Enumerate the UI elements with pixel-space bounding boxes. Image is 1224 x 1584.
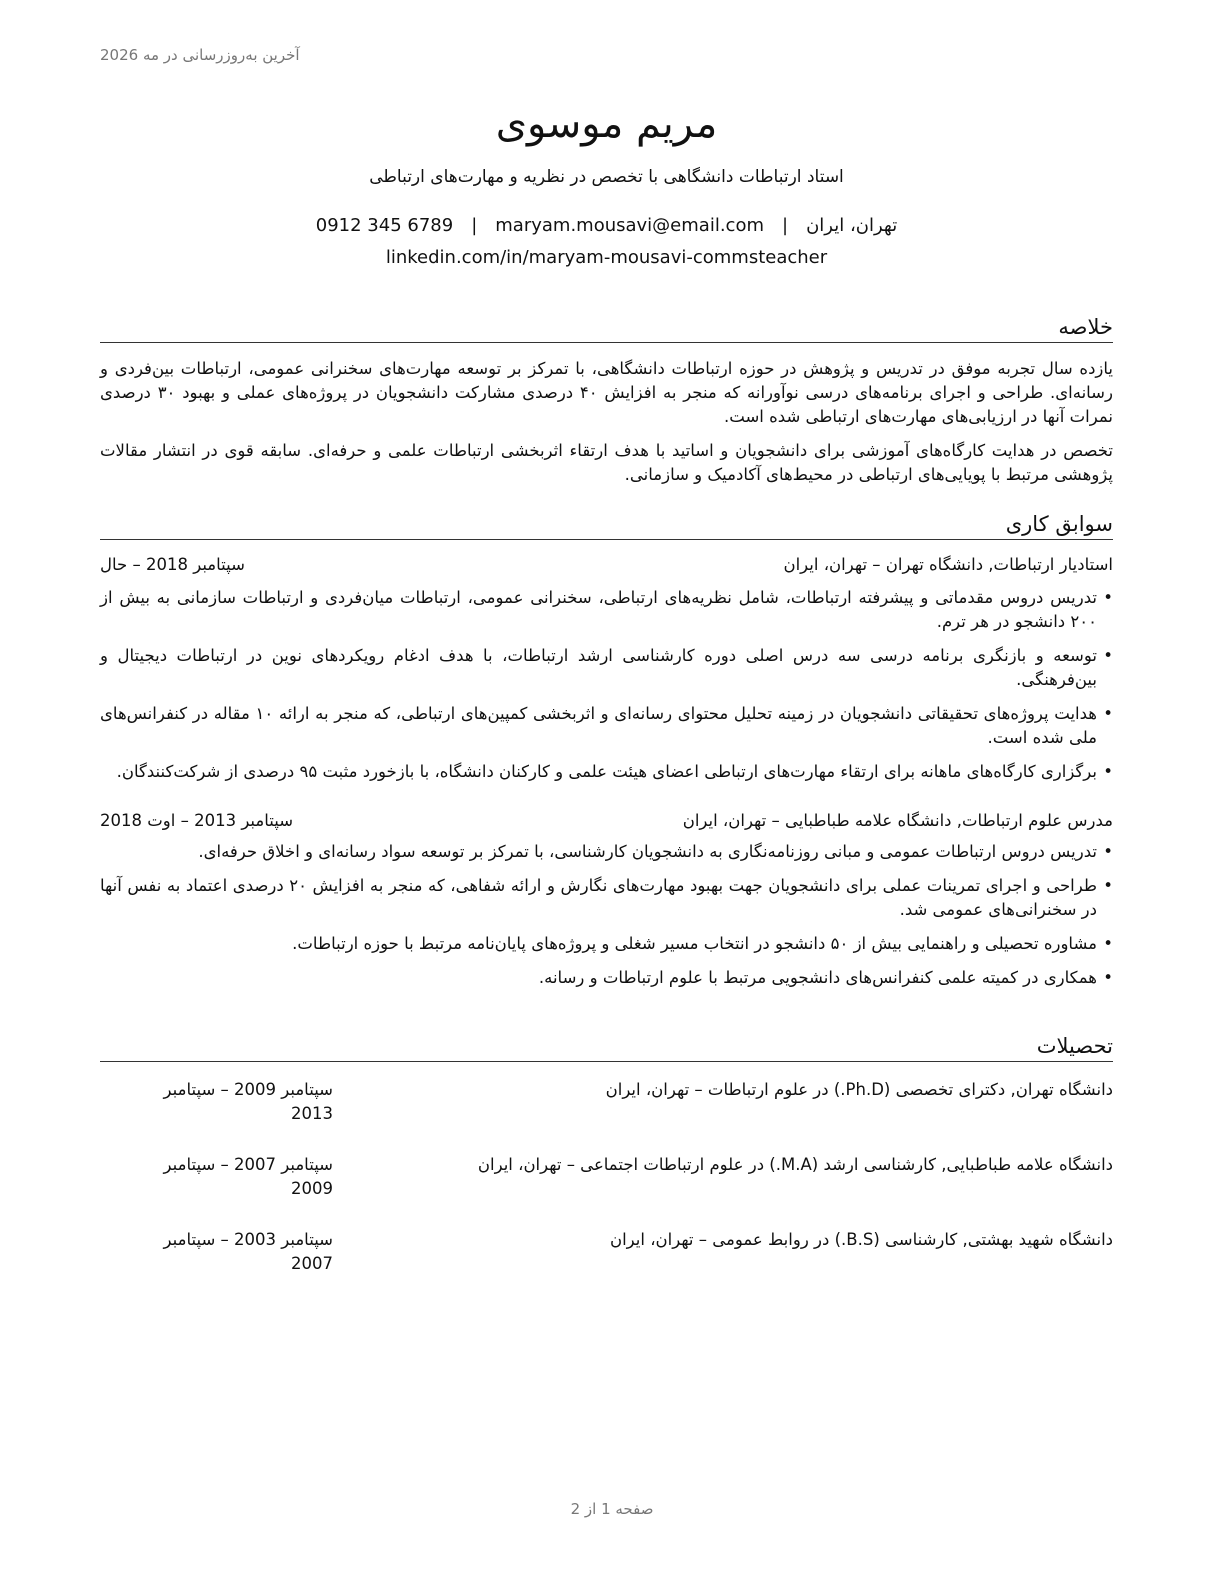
education-section bbox=[100, 1031, 1113, 1303]
job-bullet: • برگزاری کارگاه‌های ماهانه برای ارتقاء مهارت‌های ارتباطی اعضای هیئت علمی و کارکنان دانشگاه، با بازخورد مثبت ۹۵ درصدی از شرکت‌کنندگان. bbox=[100, 760, 1113, 784]
education-start: سپتامبر 2003 – سپتامبر bbox=[163, 1230, 333, 1249]
last-updated-note: آخرین به‌روزرسانی در مه 2026 bbox=[100, 46, 300, 64]
experience-section bbox=[100, 509, 1113, 1000]
job-bullet: • هدایت پروژه‌های تحقیقاتی دانشجویان در زمینه تحلیل محتوای رسانه‌ای و اثربخشی کمپین‌های ارتباطی، که منجر به ارائه ۱۰ مقاله در کنفرانس‌های ملی شده است. bbox=[100, 702, 1113, 750]
education-entry bbox=[100, 1228, 1113, 1303]
resume-header bbox=[100, 96, 1113, 272]
education-entry bbox=[100, 1153, 1113, 1228]
job-bullets bbox=[100, 840, 1113, 990]
section-title-education: تحصیلات bbox=[100, 1031, 1113, 1062]
job-entry bbox=[100, 552, 1113, 784]
education-period bbox=[100, 1228, 333, 1303]
job-dates: سپتامبر 2013 – اوت 2018 bbox=[100, 811, 294, 830]
job-bullet: • توسعه و بازنگری برنامه درسی سه درس اصلی دوره کارشناسی ارشد ارتباطات، با هدف ادغام رویکردهای نوین در ارتباطات دیجیتال و بین‌فرهنگی. bbox=[100, 644, 1113, 692]
contact-email[interactable]: maryam.mousavi@email.com bbox=[495, 215, 764, 236]
education-start: سپتامبر 2007 – سپتامبر bbox=[163, 1155, 333, 1174]
contact-separator: | bbox=[782, 215, 789, 236]
contact-separator: | bbox=[471, 215, 478, 236]
job-bullets bbox=[100, 586, 1113, 784]
contact-phone: 0912 345 6789 bbox=[315, 215, 454, 236]
job-title: مدرس علوم ارتباطات, دانشگاه علامه طباطبایی – تهران، ایران bbox=[682, 811, 1113, 830]
education-period bbox=[100, 1078, 333, 1153]
education-period bbox=[100, 1153, 333, 1228]
section-title-summary: خلاصه bbox=[100, 312, 1113, 343]
candidate-name: مریم موسوی bbox=[495, 101, 718, 147]
education-school: دانشگاه تهران, دکترای تخصصی (Ph.D.) در علوم ارتباطات – تهران، ایران bbox=[605, 1080, 1113, 1099]
education-end: 2009 bbox=[291, 1179, 333, 1198]
job-dates: سپتامبر 2018 – حال bbox=[100, 555, 245, 574]
job-heading-row bbox=[100, 808, 1113, 834]
summary-paragraph: یازده سال تجربه موفق در تدریس و پژوهش در حوزه ارتباطات دانشگاهی، با تمرکز بر توسعه مهارت‌های سخنرانی عمومی، ارتباطات بین‌فردی و رسانه‌ای. طراحی و اجرای برنامه‌های درسی نوآورانه که منجر به افزایش ۴۰ درصدی مشارکت دانشجویان در پروژه‌های عملی و بهبود ۳۰ درصدی نمرات آنها در ارزیابی‌های مهارت‌های ارتباطی شده است. bbox=[100, 359, 1113, 426]
education-start: سپتامبر 2009 – سپتامبر bbox=[163, 1080, 333, 1099]
education-end: 2007 bbox=[291, 1254, 333, 1273]
job-bullet: • همکاری در کمیته علمی کنفرانس‌های دانشجویی مرتبط با علوم ارتباطات و رسانه. bbox=[100, 966, 1113, 990]
page-number: صفحه 1 از 2 bbox=[570, 1500, 654, 1518]
job-bullet: • تدریس دروس مقدماتی و پیشرفته ارتباطات، شامل نظریه‌های ارتباطی، سخنرانی عمومی، ارتباطات میان‌فردی و ارتباطات سازمانی به بیش از ۲۰۰ دانشجو در هر ترم. bbox=[100, 586, 1113, 634]
education-end: 2013 bbox=[291, 1104, 333, 1123]
job-entry bbox=[100, 808, 1113, 990]
job-heading-row bbox=[100, 552, 1113, 578]
candidate-tagline: استاد ارتباطات دانشگاهی با تخصص در نظریه و مهارت‌های ارتباطی bbox=[369, 167, 844, 187]
education-school: دانشگاه علامه طباطبایی, کارشناسی ارشد (M.A.) در علوم ارتباطات اجتماعی – تهران، ایران bbox=[477, 1155, 1113, 1174]
contact-location: تهران، ایران bbox=[806, 215, 898, 236]
education-entry bbox=[100, 1078, 1113, 1153]
contact-line bbox=[100, 212, 1113, 240]
job-title: استادیار ارتباطات, دانشگاه تهران – تهران، ایران bbox=[783, 555, 1113, 574]
job-bullet: • مشاوره تحصیلی و راهنمایی بیش از ۵۰ دانشجو در انتخاب مسیر شغلی و پروژه‌های پایان‌نامه مرتبط با حوزه ارتباطات. bbox=[100, 932, 1113, 956]
contact-linkedin[interactable]: linkedin.com/in/maryam-mousavi-commsteacher bbox=[385, 247, 828, 268]
summary-section bbox=[100, 312, 1113, 487]
job-bullet: • تدریس دروس ارتباطات عمومی و مبانی روزنامه‌نگاری به دانشجویان کارشناسی، با تمرکز بر توسعه سواد رسانه‌ای و اخلاق حرفه‌ای. bbox=[100, 840, 1113, 864]
summary-paragraph: تخصص در هدایت کارگاه‌های آموزشی برای دانشجویان و اساتید با هدف ارتقاء اثربخشی ارتباطات علمی و حرفه‌ای. سابقه قوی در انتشار مقالات پژوهشی مرتبط با پویایی‌های ارتباطی در محیط‌های آکادمیک و سازمانی. bbox=[100, 441, 1113, 484]
job-bullet: • طراحی و اجرای تمرینات عملی برای دانشجویان جهت بهبود مهارت‌های نگارش و ارائه شفاهی، که منجر به افزایش ۲۰ درصدی اعتماد به نفس آنها در سخنرانی‌های عمومی شد. bbox=[100, 874, 1113, 922]
section-title-experience: سوابق کاری bbox=[100, 509, 1113, 540]
education-school: دانشگاه شهید بهشتی, کارشناسی (B.S.) در روابط عمومی – تهران، ایران bbox=[609, 1230, 1113, 1249]
